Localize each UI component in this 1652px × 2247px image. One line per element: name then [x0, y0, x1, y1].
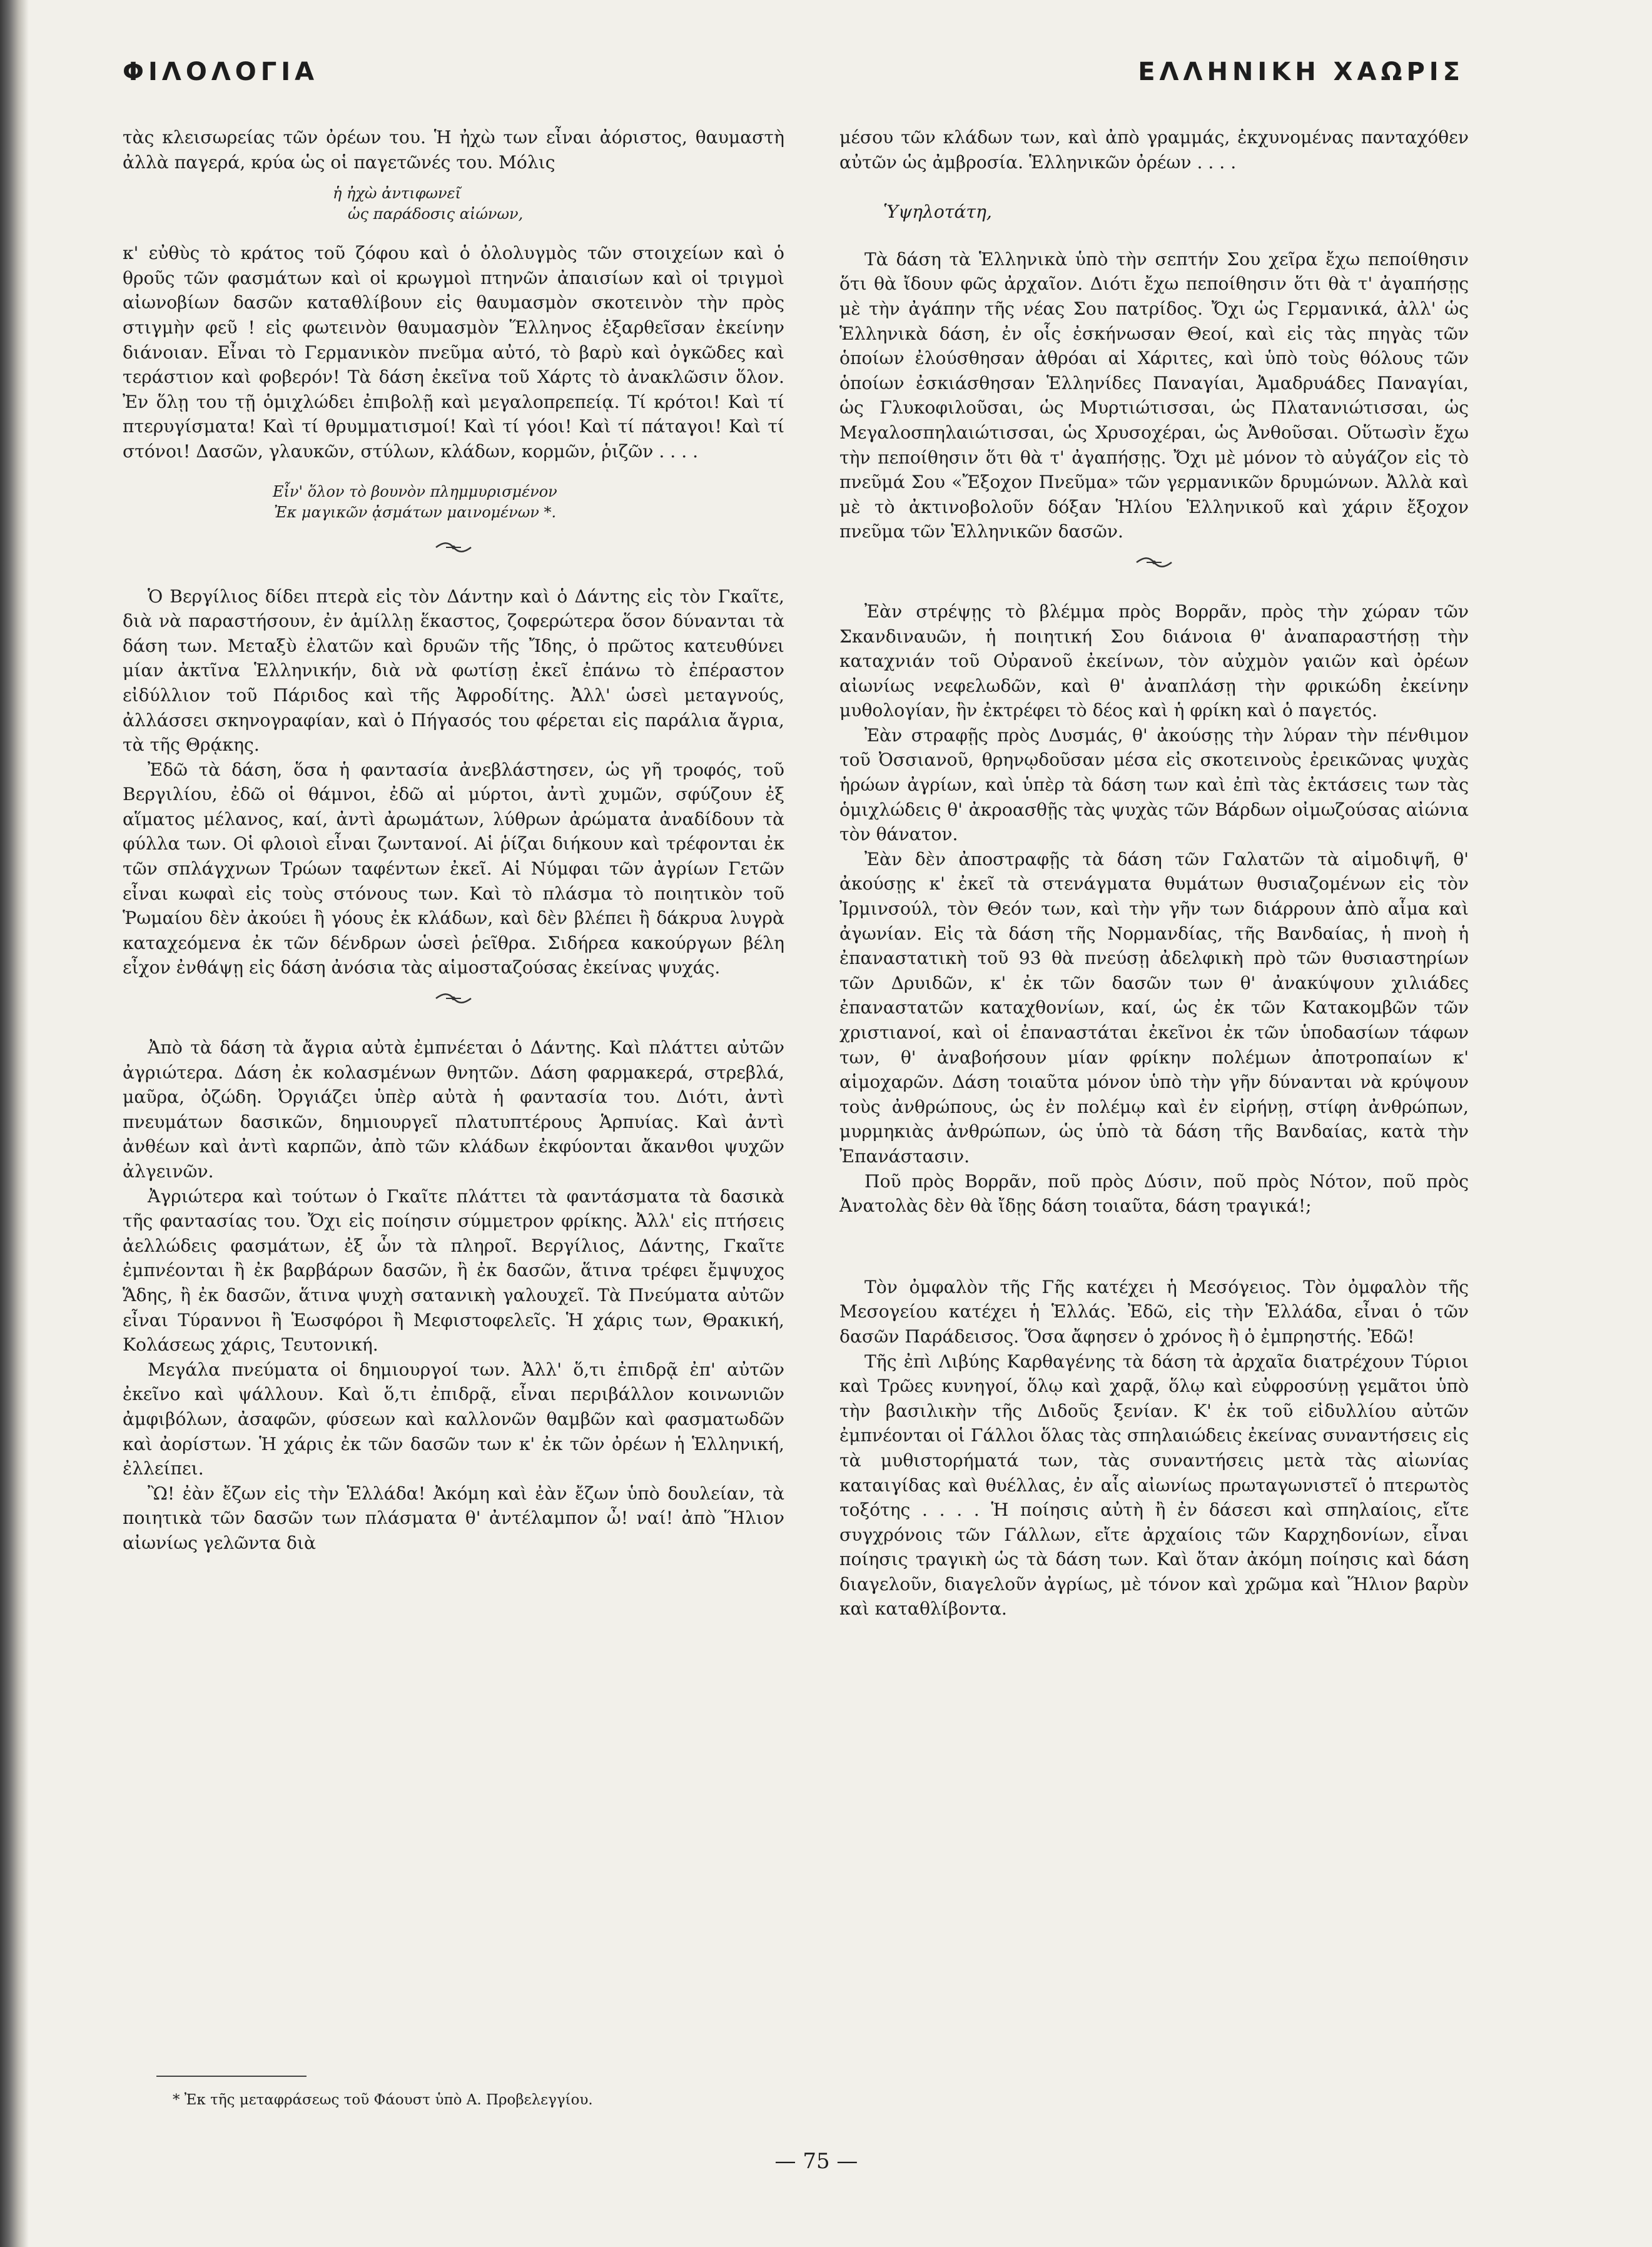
paragraph: Ἀγριώτερα καὶ τούτων ὁ Γκαῖτε πλάττει τὰ φαντάσματα τὰ δασικὰ τῆς φαντασίας του. Ὄχι εἰς ποίησιν σύμμετρον φρίκης. Ἀλλ' εἰς πτήσεις ἀελλώδεις φασμάτων, ἐξ ὧν τὰ πληροῖ. Βεργίλιος, Δάντης, Γκαῖτε ἐμπνέονται ἢ ἐκ βαρβάρων δασῶν, ἢ ἐκ δασῶν, ἅτινα τρέφει ἔμψυχος Ἅδης, ἢ ἐκ δασῶν, ἅτινα ψυχὴ σατανικὴ γαλουχεῖ. Τὰ Πνεύματα αὐτῶν εἶναι Τύραννοι ἢ Ἑωσφόροι ἢ Μεφιστοφελεῖς. Ἡ χάρις των, Θρακική, Κολάσεως χάρις, Τευτονική.	[123, 1185, 784, 1356]
running-header	[123, 58, 1464, 95]
paragraph: Ἀπὸ τὰ δάση τὰ ἄγρια αὐτὰ ἐμπνέεται ὁ Δάντης. Καὶ πλάττει αὐτῶν ἀγριώτερα. Δάση ἐκ κολασμένων θνητῶν. Δάση φαρμακερά, στρεβλά, μαῦρα, ὀζώδη. Ὀργιάζει ὑπὲρ αὐτὰ ἡ φαντασία του. Διότι, ἀντὶ πνευμάτων δασικῶν, δημιουργεῖ πλατυπτέρους Ἁρπυίας. Καὶ ἀντὶ ἀνθέων καὶ ἀντὶ καρπῶν, ἀπὸ τῶν κλάδων ἐκφύονται ἄκανθοι ψυχῶν ἀλγεινῶν.	[123, 1037, 784, 1182]
paragraph: μέσου τῶν κλάδων των, καὶ ἀπὸ γραμμάς, ἐκχυνομένας πανταχόθεν αὐτῶν ὡς ἀμβροσία. Ἑλληνικῶν ὀρέων . . . .	[839, 127, 1469, 173]
ornament-divider-icon	[839, 549, 1469, 574]
paragraph: κ' εὐθὺς τὸ κράτος τοῦ ζόφου καὶ ὁ ὀλολυγμὸς τῶν στοιχείων καὶ ὁ θροῦς τῶν φασμάτων καὶ οἱ κρωγμοὶ πτηνῶν ἀπαισίων καὶ οἱ τριγμοὶ αἰωνοβίων δασῶν καταθλίβουν εἰς θαυμασμὸν σκοτεινὸν τὴν πρὸς στιγμὴν φεῦ ! εἰς φωτεινὸν θαυμασμὸν Ἕλληνος ἐξαρθεῖσαν ἐκείνην διάνοιαν. Εἶναι τὸ Γερμανικὸν πνεῦμα αὐτό, τὸ βαρὺ καὶ ὀγκῶδες καὶ τεράστιον καὶ φοβερόν! Τὰ δάση ἐκεῖνα τοῦ Χάρτς τὸ ἀνακλῶσιν ὅλον. Ἐν ὅλῃ του τῇ ὁμιχλώδει ἐπιβολῇ καὶ μεγαλοπρεπείᾳ. Τί κρότοι! Καὶ τί πτερυγίσματα! Καὶ τί θρυμματισμοί! Καὶ τί γόοι! Καὶ τί πάταγοι! Καὶ τί στόνοι! Δασῶν, γλαυκῶν, στύλων, κλάδων, κορμῶν, ῥιζῶν . . . .	[123, 243, 784, 462]
footnote: * Ἐκ τῆς μεταφράσεως τοῦ Φάουστ ὑπὸ Α. Προβελεγγίου.	[173, 2092, 593, 2108]
binding-gutter	[0, 0, 29, 2247]
paragraph: Τῆς ἐπὶ Λιβύης Καρθαγένης τὰ δάση τὰ ἀρχαῖα διατρέχουν Τύριοι καὶ Τρῶες κυνηγοί, ὅλῳ καὶ χαρᾷ, ὅλῳ καὶ εὐφροσύνῃ γεμᾶτοι ὑπὸ τὴν βασιλικὴν τῆς Διδοῦς ξενίαν. Κ' ἐκ τοῦ εἰδυλλίου αὐτῶν ἐμπνέονται οἱ Γάλλοι ὅλας τὰς σπηλαιώδεις ἐκείνας συναντήσεις εἰς τὰ μυθιστορήματά των, τὰς συναντήσεις μετὰ τὰς αἰωνίας καταιγίδας καὶ θυέλλας, ἐν αἷς αἰωνίως πρωταγωνιστεῖ ὁ πτερωτὸς τοξότης . . . . Ἡ ποίησις αὐτὴ ἢ ἐν δάσεσι καὶ σπηλαίοις, εἴτε συγχρόνοις τῶν Γάλλων, εἴτε ἀρχαίοις τῶν Καρχηδονίων, εἶναι ποίησις τραγικὴ ὡς τὰ δάση των. Καὶ ὅταν ἀκόμη ποίησις καὶ δάση διαγελοῦν, διαγελοῦν ἀγρίως, μὲ τόνον καὶ χρῶμα καὶ Ἥλιον βαρὺν καὶ καταθλίβοντα.	[839, 1351, 1469, 1620]
ornament-divider-icon	[123, 534, 784, 559]
paragraph: Ἐὰν στραφῇς πρὸς Δυσμάς, θ' ἀκούσῃς τὴν λύραν τὴν πένθιμον τοῦ Ὀσσιανοῦ, θρηνῳδοῦσαν μέσα εἰς σκοτεινοὺς ἐρεικῶνας ψυχὰς ἡρώων ἀγρίων, καὶ ὑπὲρ τὰ δάση των καὶ ἐπὶ τὰς ἐκτάσεις των τὰς ὁμιχλώδεις θ' ἀκροασθῇς τὰς ψυχὰς τῶν Βάρδων οἰμωζούσας αἰώνια τὸν θάνατον.	[839, 724, 1469, 845]
verse-line: Εἶν' ὅλον τὸ βουνὸν πλημμυρισμένον	[273, 482, 557, 500]
salutation: Ὑψηλοτάτη,	[883, 201, 992, 223]
header-section-title: ΦΙΛΟΛΟΓΙΑ	[123, 58, 319, 86]
verse-line: Ἐκ μαγικῶν ᾀσμάτων μαινομένων *.	[274, 503, 557, 521]
ornament-divider-icon	[123, 985, 784, 1010]
paragraph: τὰς κλεισωρείας τῶν ὀρέων του. Ἡ ἠχὼ των εἶναι ἀόριστος, θαυμαστὴ ἀλλὰ παγερά, κρύα ὡς οἱ παγετῶνές του. Μόλις	[123, 127, 784, 173]
paragraph: Τὸν ὀμφαλὸν τῆς Γῆς κατέχει ἡ Μεσόγειος. Τὸν ὀμφαλὸν τῆς Μεσογείου κατέχει ἡ Ἑλλάς. Ἐδῶ, εἰς τὴν Ἑλλάδα, εἶναι ὁ τῶν δασῶν Παράδεισος. Ὅσα ἄφησεν ὁ χρόνος ἢ ὁ ἐμπρηστής. Ἐδῶ!	[839, 1276, 1469, 1347]
header-publication-title: ΕΛΛΗΝΙΚΗ ΧΑΩΡΙΣ	[1138, 58, 1464, 86]
paragraph: Ποῦ πρὸς Βορρᾶν, ποῦ πρὸς Δύσιν, ποῦ πρὸς Νότον, ποῦ πρὸς Ἀνατολὰς δὲν θὰ ἴδῃς δάση τοιαῦτα, δάση τραγικά!;	[839, 1170, 1469, 1217]
verse-quote	[123, 482, 784, 523]
paragraph: Μεγάλα πνεύματα οἱ δημιουργοί των. Ἀλλ' ὅ,τι ἐπιδρᾷ ἐπ' αὐτῶν ἐκεῖνο καὶ ψάλλουν. Καὶ ὅ,τι ἐπιδρᾷ, εἶναι περιβάλλον κοινωνιῶν ἀμφιβόλων, ἀσαφῶν, φύσεων καὶ καλλονῶν θαμβῶν καὶ φασματωδῶν καὶ ἀορίστων. Ἡ χάρις ἐκ τῶν δασῶν των κ' ἐκ τῶν ὀρέων ἡ Ἑλληνική, ἐλλείπει.	[123, 1359, 784, 1479]
section-spacer	[839, 1219, 1469, 1275]
right-column	[839, 125, 1469, 1621]
footnote-rule	[156, 2076, 307, 2077]
verse-line: ὡς παράδοσις αἰώνων,	[348, 205, 524, 223]
paragraph: Ἐὰν δὲν ἀποστραφῇς τὰ δάση τῶν Γαλατῶν τὰ αἱμοδιψῆ, θ' ἀκούσῃς κ' ἐκεῖ τὰ στενάγματα θυμάτων θυσιαζομένων εἰς τὸν Ἰρμινσούλ, τὸν Θεόν των, καὶ τὴν γῆν των διάρρουν ἀπὸ αἷμα καὶ ἀγωνίαν. Εἰς τὰ δάση τῆς Νορμανδίας, τῆς Βανδαίας, ἡ πνοὴ ἡ ἐπαναστατικὴ τοῦ 93 θὰ πνεύσῃ ἀδελφικὴ πρὸ τῶν θυσιαστηρίων τῶν Δρυιδῶν, κ' ἐκ τῶν δασῶν των θ' ἀνακύψουν χιλιάδες ἐπαναστατῶν καταχθονίων, καί, ὡς ἐκ τῶν Κατακομβῶν τῶν χριστιανοί, καὶ οἱ ἐπαναστάται ἐκεῖνοι ἐκ τῶν ὑποδασίων τάφων των, θ' ἀναβοήσουν μίαν φρίκην πολέμων ἀποτροπαίων κ' αἱμοχαρῶν. Δάση τοιαῦτα μόνον ὑπὸ τὴν γῆν δύνανται νὰ κρύψουν τοὺς ἀνθρώπους, ὡς ἐν πολέμῳ καὶ ἐν εἰρήνῃ, στίφη ἀνθρώπων, μυρμηκιὰς ἀνθρώπων, ὡς ὑπὸ τὰ δάση τῆς Βανδαίας, κατὰ τὴν Ἐπανάστασιν.	[839, 848, 1469, 1167]
verse-quote	[123, 183, 784, 225]
paragraph: Τὰ δάση τὰ Ἑλληνικὰ ὑπὸ τὴν σεπτήν Σου χεῖρα ἔχω πεποίθησιν ὅτι θὰ ἴδουν φῶς ἀρχαῖον. Διότι ἔχω πεποίθησιν ὅτι θὰ τ' ἀγαπήσῃς μὲ τὴν ἀγάπην τῆς νέας Σου πατρίδος. Ὄχι ὡς Γερμανικά, ἀλλ' ὡς Ἑλληνικὰ δάση, ἐν οἷς ἐσκήνωσαν Θεοί, καὶ εἰς τὰς πηγὰς τῶν ὁποίων ἐλούσθησαν ἀθρόαι αἱ Χάριτες, καὶ ὑπὸ τοὺς θόλους τῶν ὁποίων ἐσκιάσθησαν Ἑλληνίδες Παναγίαι, Ἀμαδρυάδες Παναγίαι, ὡς Γλυκοφιλοῦσαι, ὡς Μυρτιώτισσαι, ὡς Πλατανιώτισσαι, ὡς Μεγαλοσπηλαιώτισσαι, ὡς Χρυσοχέραι, ὡς Ἀνθοῦσαι. Οὕτωσὶν ἔχω τὴν πεποίθησιν ὅτι θὰ τ' ἀγαπήσῃς. Ὄχι μὲ μόνον τὸ αὐγάζον εἰς τὸ πνεῦμά Σου «Ἔξοχον Πνεῦμα» τῶν γερμανικῶν δρυμώνων. Ἀλλὰ καὶ μὲ τὸ ἀκτινοβολοῦν δόξαν Ἡλίου Ἑλληνικοῦ καὶ χάριν ἔξοχον πνεῦμα τῶν Ἑλληνικῶν δασῶν.	[839, 248, 1469, 542]
paragraph: Ὢ! ἐὰν ἔζων εἰς τὴν Ἑλλάδα! Ἀκόμη καὶ ἐὰν ἔζων ὑπὸ δουλείαν, τὰ ποιητικὰ τῶν δασῶν των πλάσματα θ' ἀντέλαμπον ὦ! ναί! ἀπὸ Ἥλιον αἰωνίως γελῶντα διὰ	[123, 1483, 784, 1553]
verse-line: ἡ ἠχὼ ἀντιφωνεῖ	[333, 185, 461, 203]
paragraph: Ὁ Βεργίλιος δίδει πτερὰ εἰς τὸν Δάντην καὶ ὁ Δάντης εἰς τὸν Γκαῖτε, διὰ νὰ παραστήσουν, ἐν ἁμίλλῃ ἕκαστος, ζοφερώτερα ὅσον δύνανται τὰ δάση των. Μεταξὺ ἐλατῶν καὶ δρυῶν τῆς Ἴδης, ὁ πρῶτος κατευθύνει μίαν ἀκτῖνα Ἑλληνικήν, διὰ νὰ φωτίσῃ ἐκεῖ ἐπάνω τὸ ἐπέραστον εἰδύλλιον τοῦ Πάριδος καὶ τῆς Ἀφροδίτης. Ἀλλ' ὡσεὶ μεταγνούς, ἀλλάσσει σκηνογραφίαν, καὶ ὁ Πήγασός του φέρεται εἰς παράλια ἄγρια, τὰ τῆς Θρᾴκης.	[123, 586, 784, 756]
paragraph: Ἐὰν στρέψῃς τὸ βλέμμα πρὸς Βορρᾶν, πρὸς τὴν χώραν τῶν Σκανδιναυῶν, ἡ ποιητική Σου διάνοια θ' ἀναπαραστήσῃ τὴν καταχνιάν τοῦ Οὐρανοῦ ἐκείνων, τὸν αὐχμὸν γαιῶν καὶ ὀρέων αἰωνίως νεφελωδῶν, καὶ θ' ἀναπλάσῃ τὴν φρικώδη ἐκείνην μυθολογίαν, ἣν ἐκτρέφει τὸ δέος καὶ ἡ φρίκη καὶ ὁ παγετός.	[839, 601, 1469, 721]
left-column	[123, 125, 784, 1556]
paragraph: Ἐδῶ τὰ δάση, ὅσα ἡ φαντασία ἀνεβλάστησεν, ὡς γῆ τροφός, τοῦ Βεργιλίου, ἐδῶ οἱ θάμνοι, ἐδῶ αἱ μύρτοι, ἀντὶ χυμῶν, σφύζουν ἐξ αἵματος μέλανος, καί, ἀντὶ ἀρωμάτων, λύθρων ἀρώματα ἀναδίδουν τὰ φύλλα των. Οἱ φλοιοὶ εἶναι ζωντανοί. Αἱ ῥίζαι διήκουν καὶ τρέφονται ἐκ τῶν σπλάγχνων Τρώων ταφέντων ἐκεῖ. Αἱ Νύμφαι τῶν ἀγρίων Γετῶν εἶναι κωφαὶ εἰς τοὺς στόνους των. Καὶ τὸ πλάσμα τὸ ποιητικὸν τοῦ Ῥωμαίου δὲν ἀκούει ἢ γόους ἐκ κλάδων, καὶ δὲν βλέπει ἢ δάκρυα λυγρὰ καταχεόμενα ἐκ τῶν δένδρων ὡσεὶ ῥεῖθρα. Σιδήρεα κακούργων βέλη εἶχον ἐνθάψῃ εἰς δάση ἀνόσια τὰς αἱμοσταζούσας ἐκείνας ψυχάς.	[123, 759, 784, 978]
page-number: — 75 —	[774, 2149, 858, 2174]
